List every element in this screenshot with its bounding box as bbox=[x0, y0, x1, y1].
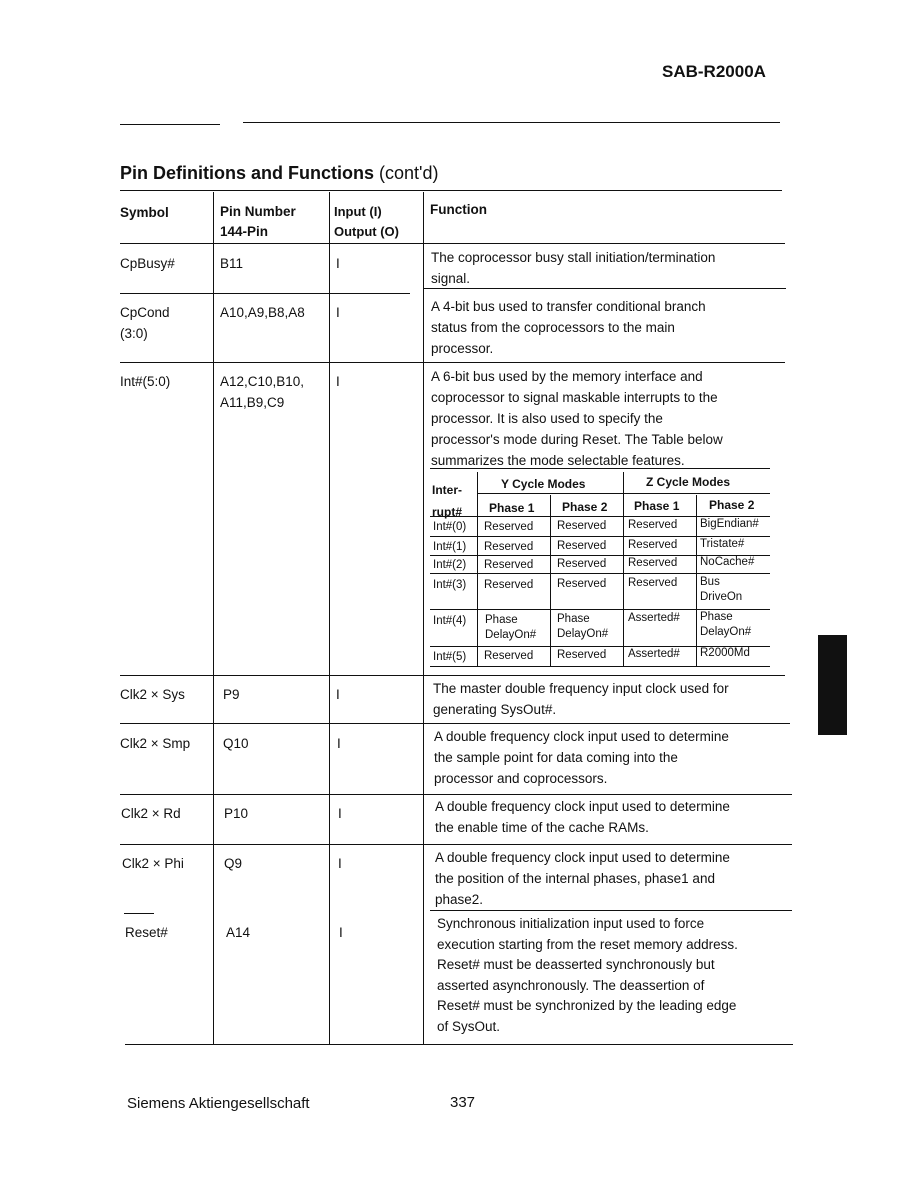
row-io: I bbox=[336, 374, 340, 389]
row-function: A double frequency clock input used to determine the position of the internal phases, phase1 and phase2. bbox=[435, 850, 730, 907]
row-function: A 6-bit bus used by the memory interface and coprocessor to signal maskable interrupts to the processor. It is also used to specify the processor's mode during Reset. The Table below summarizes the mode selectable features. bbox=[431, 369, 723, 468]
row-io: I bbox=[336, 256, 340, 271]
row-pin: P9 bbox=[223, 687, 240, 702]
header-bottom-rule bbox=[120, 243, 785, 244]
mode-cell: Reserved bbox=[484, 559, 534, 571]
section-title-bold: Pin Definitions and Functions bbox=[120, 163, 374, 183]
section-thumb-tab bbox=[818, 635, 847, 735]
row-symbol: Int#(5:0) bbox=[120, 374, 171, 389]
row-rule bbox=[120, 723, 790, 724]
mode-int-label: Int#(2) bbox=[433, 559, 467, 571]
mode-table-bottom-rule bbox=[430, 666, 770, 667]
mode-cell: Asserted# bbox=[628, 612, 680, 624]
mode-cell: Phase DelayOn# bbox=[700, 611, 752, 638]
row-symbol: Reset# bbox=[125, 925, 168, 940]
row-io: I bbox=[337, 736, 341, 751]
mode-cell: Reserved bbox=[557, 558, 607, 570]
row-rule bbox=[424, 288, 786, 289]
table-bottom-rule bbox=[125, 1044, 793, 1045]
mode-cell: Reserved bbox=[484, 579, 534, 591]
row-pin: B11 bbox=[220, 256, 244, 271]
row-pin: A10,A9,B8,A8 bbox=[220, 305, 305, 320]
mode-cell: Reserved bbox=[628, 557, 678, 569]
mode-cell: NoCache# bbox=[700, 556, 755, 568]
row-io: I bbox=[336, 687, 340, 702]
section-title-suffix: (cont'd) bbox=[379, 163, 439, 183]
title-rule bbox=[120, 190, 782, 191]
mode-cell: Tristate# bbox=[700, 538, 745, 550]
row-symbol: CpBusy# bbox=[120, 256, 175, 271]
row-symbol: CpCond (3:0) bbox=[120, 305, 170, 341]
mode-col-divider bbox=[477, 472, 478, 666]
part-number-header: SAB-R2000A bbox=[662, 62, 766, 81]
row-pin: A12,C10,B10, A11,B9,C9 bbox=[220, 374, 305, 410]
row-io: I bbox=[338, 856, 342, 871]
header-rule-right bbox=[243, 122, 780, 123]
mode-table-top-rule bbox=[430, 468, 770, 469]
row-pin: Q9 bbox=[224, 856, 243, 871]
row-rule bbox=[124, 913, 154, 914]
section-title bbox=[120, 163, 438, 184]
mode-cell: Reserved bbox=[628, 519, 678, 531]
row-function: A double frequency clock input used to determine the sample point for data coming into the processor and coprocessors. bbox=[434, 729, 729, 786]
row-function: The coprocessor busy stall initiation/termination signal. bbox=[431, 250, 716, 286]
row-symbol: Clk2 × Smp bbox=[120, 736, 191, 751]
footer-page-number: 337 bbox=[450, 1094, 476, 1111]
col-header-function: Function bbox=[430, 202, 487, 217]
row-io: I bbox=[338, 806, 342, 821]
mode-cell: Reserved bbox=[628, 577, 678, 589]
row-symbol: Clk2 × Sys bbox=[120, 687, 185, 702]
mode-cell: Phase DelayOn# bbox=[557, 613, 609, 640]
row-symbol: Clk2 × Phi bbox=[122, 856, 184, 871]
mode-cell: Asserted# bbox=[628, 648, 680, 660]
mode-header-phase: Phase 2 bbox=[709, 498, 755, 512]
mode-cell: Reserved bbox=[484, 541, 534, 553]
row-function: A double frequency clock input used to determine the enable time of the cache RAMs. bbox=[435, 799, 730, 835]
mode-header-z-cycle: Z Cycle Modes bbox=[646, 475, 731, 489]
mode-col-divider bbox=[696, 495, 697, 666]
mode-cell: Reserved bbox=[557, 578, 607, 590]
col-divider-2 bbox=[329, 192, 330, 1045]
mode-int-label: Int#(0) bbox=[433, 521, 467, 533]
mode-cell: Reserved bbox=[557, 520, 607, 532]
row-rule bbox=[430, 910, 792, 911]
row-io: I bbox=[339, 925, 343, 940]
col-header-pin-number: Pin Number 144-Pin bbox=[220, 204, 296, 239]
row-rule bbox=[120, 844, 792, 845]
row-pin: A14 bbox=[226, 925, 251, 940]
row-function: The master double frequency input clock used for generating SysOut#. bbox=[433, 681, 729, 717]
row-rule bbox=[120, 293, 410, 294]
col-divider-1 bbox=[213, 192, 214, 1045]
mode-header-phase: Phase 2 bbox=[562, 500, 608, 514]
mode-row-rule bbox=[430, 573, 770, 574]
mode-cell: BigEndian# bbox=[700, 518, 759, 530]
row-pin: P10 bbox=[224, 806, 249, 821]
mode-cell: Phase DelayOn# bbox=[485, 614, 537, 641]
row-function: A 4-bit bus used to transfer conditional branch status from the coprocessors to the main processor. bbox=[431, 299, 706, 356]
col-divider-3 bbox=[423, 192, 424, 1045]
row-symbol: Clk2 × Rd bbox=[121, 806, 181, 821]
mode-col-divider bbox=[550, 495, 551, 666]
header-rule-left bbox=[120, 124, 220, 125]
mode-cell: Bus DriveOn bbox=[700, 576, 743, 603]
footer-company: Siemens Aktiengesellschaft bbox=[127, 1095, 310, 1112]
mode-group-rule bbox=[478, 493, 770, 494]
mode-int-label: Int#(1) bbox=[433, 541, 467, 553]
mode-cell: Reserved bbox=[557, 649, 607, 661]
mode-int-label: Int#(3) bbox=[433, 579, 467, 591]
mode-cell: Reserved bbox=[484, 521, 534, 533]
mode-cell: Reserved bbox=[557, 540, 607, 552]
mode-header-phase: Phase 1 bbox=[489, 501, 535, 515]
row-rule bbox=[120, 362, 785, 363]
col-header-io: Input (I) Output (O) bbox=[334, 204, 399, 239]
row-rule bbox=[120, 675, 785, 676]
mode-int-label: Int#(4) bbox=[433, 615, 467, 627]
col-header-symbol: Symbol bbox=[120, 205, 169, 220]
mode-int-label: Int#(5) bbox=[433, 651, 467, 663]
mode-col-divider bbox=[623, 472, 624, 666]
mode-header-interrupt: Inter- rupt# bbox=[432, 483, 462, 519]
row-function: Synchronous initialization input used to force execution starting from the reset memory address. Reset# must be deasserted synchronously but asserted asynchronously. The deassertion of Reset# must be synchronized by the leading edge of SysOut. bbox=[437, 916, 738, 1034]
row-pin: Q10 bbox=[223, 736, 249, 751]
mode-cell: R2000Md bbox=[700, 647, 750, 659]
mode-cell: Reserved bbox=[628, 539, 678, 551]
row-io: I bbox=[336, 305, 340, 320]
mode-header-phase: Phase 1 bbox=[634, 499, 680, 513]
mode-header-y-cycle: Y Cycle Modes bbox=[501, 477, 586, 491]
row-rule bbox=[120, 794, 792, 795]
mode-cell: Reserved bbox=[484, 650, 534, 662]
